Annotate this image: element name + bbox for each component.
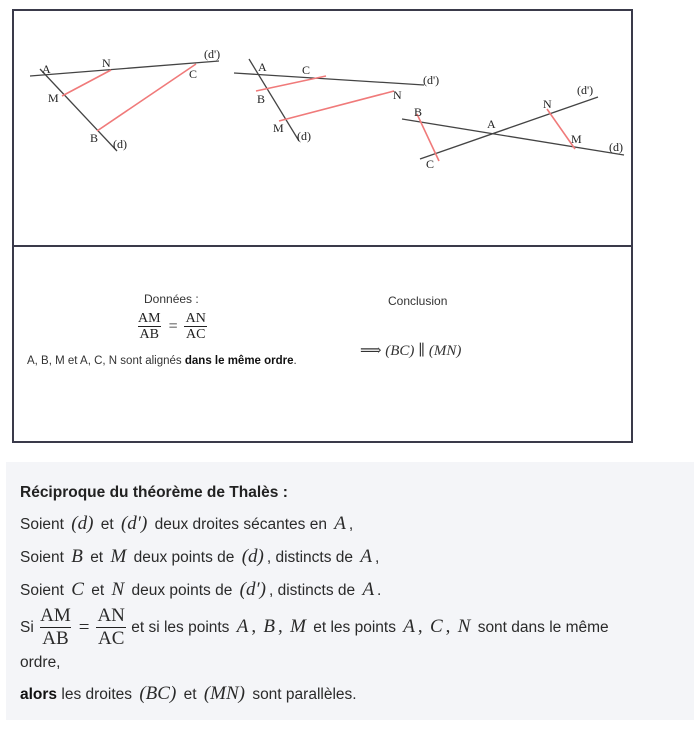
math-d: (d): [71, 513, 94, 534]
fig2-line-d-prime: [234, 73, 424, 85]
donnees-label: Données :: [144, 292, 199, 306]
math-a: A: [360, 546, 372, 567]
fig3-label-c: C: [426, 157, 435, 171]
text: sont dans le même: [477, 618, 609, 636]
text: Soient: [20, 582, 64, 599]
math-d: (d): [241, 546, 264, 567]
math-mn: (MN): [203, 683, 245, 704]
text: , distincts de: [268, 582, 356, 599]
math-d-prime: (d′): [120, 513, 148, 534]
text: deux points de: [131, 582, 233, 599]
conclusion-expression: [360, 341, 461, 360]
line-mn: (MN): [428, 343, 462, 359]
theorem-line-1: [20, 513, 353, 535]
math-m: M: [290, 615, 306, 637]
equals-sign: =: [78, 616, 90, 638]
alignment-text: A, B, M et A, C, N sont alignés: [27, 355, 185, 367]
fig1-label-d: (d): [113, 137, 127, 151]
theorem-line-4: [20, 606, 609, 650]
fig1-label-n: N: [102, 56, 111, 70]
math-bc: (BC): [139, 683, 177, 704]
fig1-line-d: [40, 69, 117, 151]
math-a: A: [236, 615, 249, 637]
text: et: [183, 686, 197, 703]
implies-symbol: ⟹: [360, 343, 382, 359]
conclusion-label: Conclusion: [388, 294, 448, 308]
math-n: N: [111, 579, 125, 600]
fig2-label-c: C: [302, 63, 311, 77]
alignment-period: .: [293, 355, 297, 367]
text: et: [91, 582, 105, 599]
fig2-label-d: (d): [297, 129, 311, 143]
fraction-numerator: AM: [40, 605, 71, 626]
fraction-an-ac: [184, 311, 208, 343]
theorem-line-6: [20, 683, 357, 705]
text: les droites: [61, 686, 133, 703]
math-b: B: [71, 546, 83, 567]
thales-figures: [14, 11, 631, 243]
math-c: C: [71, 579, 84, 600]
figure-3: [402, 83, 624, 171]
text: , distincts de: [266, 549, 354, 566]
alignment-bold: dans le même ordre: [184, 355, 294, 367]
text: ,: [348, 516, 354, 533]
math-b: B: [263, 615, 276, 637]
text: Soient: [20, 549, 64, 566]
text: Soient: [20, 516, 64, 533]
line-bc: (BC): [385, 343, 415, 359]
figure-1: [30, 47, 220, 151]
text: et si les points: [131, 618, 230, 636]
fig3-label-m: M: [571, 132, 582, 146]
fig1-segment-bc: [97, 64, 196, 131]
fig3-label-b: B: [414, 105, 423, 119]
fraction-denominator: AB: [139, 327, 159, 343]
equals-sign: =: [168, 318, 178, 336]
fraction-am-ab: [136, 311, 163, 343]
theorem-box: [6, 462, 694, 720]
parallel-symbol: ∥: [418, 343, 426, 359]
theorem-title: Réciproque du théorème de Thalès :: [20, 484, 288, 501]
fig3-label-n: N: [543, 97, 552, 111]
fraction-numerator: AM: [138, 311, 161, 326]
fig3-label-a: A: [487, 117, 496, 131]
comma: ,: [445, 615, 451, 637]
fig1-label-b: B: [90, 131, 99, 145]
fig1-label-m: M: [48, 91, 59, 105]
text: Si: [20, 618, 34, 636]
fig2-segment-mn: [279, 91, 394, 121]
math-m: M: [110, 546, 127, 567]
fig2-segment-bc: [256, 76, 326, 91]
divider: [14, 245, 631, 247]
fig2-label-m: M: [273, 121, 284, 135]
alignment-condition: [27, 355, 297, 367]
text: et les points: [313, 618, 396, 636]
text: sont parallèles.: [252, 686, 357, 703]
comma: ,: [417, 615, 423, 637]
text: et: [100, 516, 114, 533]
fraction-an-ac: [95, 606, 126, 650]
fraction-am-ab: [38, 606, 73, 650]
figure-box: [12, 9, 633, 443]
fig2-label-a: A: [258, 60, 267, 74]
fraction-numerator: AN: [97, 605, 125, 626]
math-n: N: [457, 615, 471, 637]
fig2-label-d-prime: (d'): [423, 73, 440, 87]
theorem-line-5: [20, 654, 61, 672]
text: ordre,: [20, 654, 61, 671]
fraction-denominator: AB: [42, 627, 69, 649]
ratio-equation: [136, 311, 208, 343]
comma: ,: [278, 615, 283, 637]
fig1-label-c: C: [189, 67, 198, 81]
fig2-label-n: N: [393, 88, 402, 102]
text: ,: [374, 549, 380, 566]
fig1-label-d-prime: (d'): [204, 47, 221, 61]
comma: ,: [251, 615, 257, 637]
fig1-label-a: A: [42, 62, 51, 76]
math-a: A: [362, 579, 375, 600]
theorem-line-2: [20, 546, 379, 568]
fig3-label-d: (d): [609, 140, 623, 154]
theorem-line-3: [20, 579, 381, 601]
text: .: [377, 582, 382, 599]
fig3-line-d-prime: [420, 97, 598, 159]
text: deux points de: [133, 549, 235, 566]
math-c: C: [429, 615, 443, 637]
text: et: [90, 549, 104, 566]
fig3-label-d-prime: (d'): [577, 83, 594, 97]
ratio-equation-large: [38, 606, 127, 650]
fraction-denominator: AC: [97, 627, 125, 649]
fraction-denominator: AC: [185, 327, 206, 343]
fraction-numerator: AN: [185, 311, 206, 326]
math-d-prime: (d′): [239, 579, 266, 600]
text: deux droites sécantes en: [154, 516, 327, 533]
figure-2: [234, 59, 439, 143]
fig3-line-d: [402, 119, 624, 155]
fig1-segment-mn: [62, 70, 111, 96]
fig2-label-b: B: [257, 92, 266, 106]
alors-bold: alors: [20, 686, 58, 703]
math-a: A: [403, 615, 415, 637]
math-a: A: [334, 513, 346, 534]
fig3-segment-bc: [417, 114, 439, 161]
